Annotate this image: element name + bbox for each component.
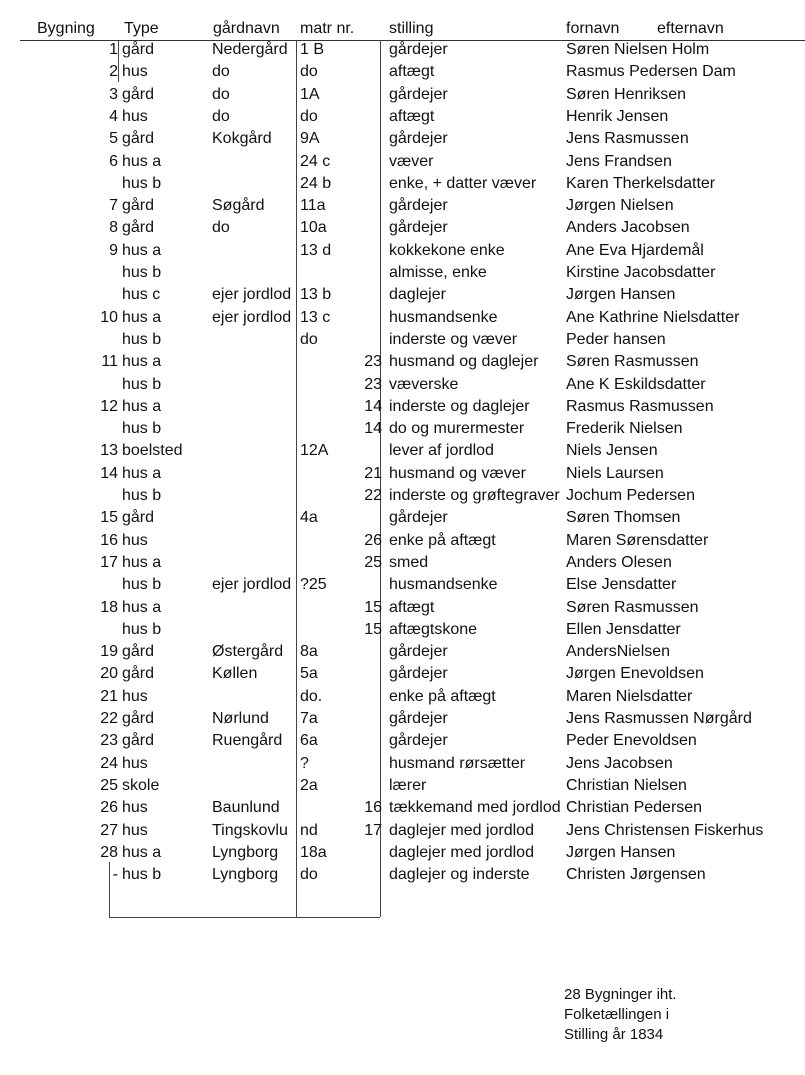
cell-bygning: 16 [100,531,118,549]
cell-stilling: lærer [389,776,427,794]
cell-navn: Jørgen Hansen [566,286,676,304]
cell-type: hus b [122,576,162,594]
cell-matr: 10a [300,219,327,237]
table-bottom-rule [109,917,380,918]
cell-bygning: 2 [109,63,118,81]
table-row [0,485,805,507]
cell-navn: Christian Pedersen [566,799,703,817]
cell-navn: Jens Frandsen [566,152,672,170]
cell-gaardnavn: ejer jordlod [212,286,292,304]
cell-stilling: husmand rørsætter [389,754,526,772]
cell-navn: Ane K Eskildsdatter [566,375,706,393]
cell-type: hus [122,821,148,839]
header-bygning: Bygning [37,20,95,37]
cell-bygning: - [112,866,118,884]
cell-bygning: 20 [100,665,118,683]
footer-line-3: Stilling år 1834 [564,1026,664,1043]
cell-navn: Maren Nielsdatter [566,687,693,705]
cell-type: hus a [122,843,162,861]
cell-stilling: inderste og væver [389,330,518,348]
cell-navn: Else Jensdatter [566,576,677,594]
cell-number: 15 [364,620,382,638]
table-row [0,730,805,752]
cell-navn: Jørgen Hansen [566,843,676,861]
cell-navn: AndersNielsen [566,643,671,661]
cell-bygning: 25 [100,776,118,794]
cell-type: hus b [122,174,162,192]
cell-navn: Jørgen Enevoldsen [566,665,704,683]
cell-navn: Peder hansen [566,330,666,348]
cell-navn: Søren Nielsen Holm [566,41,710,58]
cell-number: 21 [364,464,382,482]
cell-navn: Kirstine Jacobsdatter [566,264,716,281]
cell-type: gård [122,509,155,527]
table-row [0,329,805,351]
cell-stilling: gårdejer [389,509,448,527]
cell-bygning: 28 [100,843,118,861]
cell-number: 23 [364,353,382,371]
cell-stilling: lever af jordlod [389,442,494,460]
cell-navn: Niels Jensen [566,442,658,460]
table-row [0,753,805,775]
cell-stilling: gårdejer [389,665,448,683]
table-row [0,440,805,462]
cell-navn: Jochum Pedersen [566,487,695,504]
cell-gaardnavn: ejer jordlod [212,308,292,326]
cell-stilling: gårdejer [389,710,448,727]
cell-stilling: daglejer med jordlod [389,821,534,839]
cell-matr: do [300,107,318,125]
cell-bygning: 7 [109,197,118,215]
cell-stilling: gårdejer [389,219,448,237]
table-row [0,84,805,106]
cell-navn: Søren Rasmussen [566,353,699,371]
cell-navn: Jens Jacobsen [566,754,673,772]
cell-navn: Christen Jørgensen [566,866,706,884]
cell-stilling: gårdejer [389,197,448,215]
cell-stilling: gårdejer [389,732,448,750]
cell-type: hus b [122,330,162,348]
table-row [0,663,805,685]
cell-matr: 7a [300,710,318,727]
cell-stilling: daglejer [389,286,446,304]
footer-line-2: Folketællingen i [564,1006,670,1023]
cell-matr: 2a [300,776,318,794]
table-row [0,173,805,195]
cell-type: gård [122,85,155,103]
cell-navn: Niels Laursen [566,464,664,482]
cell-navn: Søren Thomsen [566,509,681,527]
cell-navn: Jens Rasmussen [566,130,689,148]
cell-bygning: 10 [100,308,118,326]
cell-matr: 24 b [300,174,332,192]
cell-navn: Søren Rasmussen [566,598,699,616]
cell-type: hus b [122,264,162,281]
table-row [0,307,805,329]
cell-bygning: 21 [100,687,118,705]
cell-bygning: 27 [100,821,118,839]
table-row [0,195,805,217]
cell-matr: 4a [300,509,318,527]
cell-stilling: tækkemand med jordlod [389,799,561,817]
cell-type: hus a [122,353,162,371]
table-row [0,262,805,284]
cell-type: hus a [122,241,162,259]
cell-type: hus b [122,620,162,638]
cell-matr: 9A [300,130,320,148]
cell-navn: Ane Kathrine Nielsdatter [566,308,740,326]
cell-number: 17 [364,821,382,839]
cell-gaardnavn: ejer jordlod [212,576,292,594]
cell-navn: Henrik Jensen [566,107,669,125]
cell-bygning: 4 [109,107,118,125]
table-row [0,686,805,708]
cell-gaardnavn: do [212,219,230,237]
cell-bygning: 8 [109,219,118,237]
cell-bygning: 17 [100,553,118,571]
cell-type: hus [122,799,148,817]
cell-stilling: aftægt [389,598,435,616]
cell-bygning: 13 [100,442,118,460]
table-row [0,374,805,396]
cell-navn: Søren Henriksen [566,85,687,103]
cell-type: hus [122,63,148,81]
cell-stilling: husmand og væver [389,464,526,482]
cell-type: gård [122,197,155,215]
cell-navn: Christian Nielsen [566,776,687,794]
cell-matr: 13 c [300,308,331,326]
cell-type: hus b [122,866,162,884]
cell-type: hus a [122,464,162,482]
cell-matr: do [300,866,318,884]
cell-type: hus a [122,553,162,571]
cell-type: hus a [122,152,162,170]
cell-matr: do. [300,687,323,705]
cell-matr: 24 c [300,152,331,170]
cell-gaardnavn: do [212,107,230,125]
cell-stilling: enke, + datter væver [389,174,537,192]
cell-gaardnavn: do [212,63,230,81]
cell-navn: Jens Christensen Fiskerhus [566,821,764,839]
cell-stilling: aftægt [389,107,435,125]
cell-gaardnavn: do [212,85,230,103]
cell-type: gård [122,130,155,148]
table-row [0,351,805,373]
cell-bygning: 24 [100,754,118,772]
table-row [0,708,805,730]
cell-stilling: smed [389,553,429,571]
table-row [0,864,805,886]
table-row [0,797,805,819]
table-row [0,552,805,574]
cell-navn: Maren Sørensdatter [566,531,709,549]
cell-stilling: gårdejer [389,85,448,103]
cell-number: 16 [364,799,382,817]
cell-bygning: 6 [109,152,118,170]
cell-type: gård [122,710,155,727]
table-row [0,820,805,842]
cell-number: 14 [364,397,382,415]
table-row [0,418,805,440]
table-row [0,217,805,239]
cell-matr: 8a [300,643,318,661]
table-row [0,507,805,529]
cell-gaardnavn: Kokgård [212,130,272,148]
table-row [0,574,805,596]
table-row [0,842,805,864]
table-row [0,775,805,797]
header-matr: matr nr. [300,20,355,37]
cell-matr: 11a [300,197,326,215]
cell-bygning: 15 [100,509,118,527]
cell-type: hus [122,687,148,705]
table-row [0,240,805,262]
cell-stilling: gårdejer [389,130,448,148]
table-row [0,463,805,485]
cell-number: 22 [364,487,382,504]
cell-matr: 1A [300,85,320,103]
cell-number: 25 [364,553,382,571]
cell-gaardnavn: Tingskovlu [212,821,288,839]
cell-gaardnavn: Baunlund [212,799,280,817]
cell-stilling: enke på aftægt [389,687,496,705]
cell-matr: 13 d [300,241,332,259]
cell-type: hus b [122,487,162,504]
table-row [0,106,805,128]
cell-type: gård [122,643,155,661]
header-stilling: stilling [389,20,434,37]
cell-number: 15 [364,598,382,616]
cell-stilling: daglejer med jordlod [389,843,534,861]
table-row [0,61,805,83]
cell-bygning: 14 [100,464,118,482]
cell-type: hus a [122,397,162,415]
cell-navn: Anders Jacobsen [566,219,690,237]
cell-navn: Ellen Jensdatter [566,620,681,638]
cell-type: gård [122,665,155,683]
cell-navn: Rasmus Rasmussen [566,397,714,415]
footer-line-1: 28 Bygninger iht. [564,986,677,1003]
cell-navn: Jens Rasmussen Nørgård [566,710,752,727]
cell-bygning: 22 [100,710,118,727]
cell-stilling: kokkekone enke [389,241,505,259]
cell-gaardnavn: Nørlund [212,710,269,727]
cell-matr: 12A [300,442,329,460]
cell-bygning: 12 [100,397,118,415]
cell-stilling: husmand og daglejer [389,353,539,371]
table-row [0,396,805,418]
cell-stilling: gårdejer [389,41,448,58]
cell-number: 23 [364,375,382,393]
cell-bygning: 9 [109,241,118,259]
cell-bygning: 23 [100,732,118,750]
table-row [0,284,805,306]
cell-gaardnavn: Lyngborg [212,866,279,884]
cell-stilling: aftægtskone [389,620,478,638]
footer-note [564,985,677,1045]
cell-matr: nd [300,821,318,839]
cell-type: hus b [122,375,162,393]
table-row [0,530,805,552]
cell-matr: do [300,63,318,81]
cell-type: skole [122,776,160,794]
cell-matr: do [300,330,318,348]
cell-navn: Peder Enevoldsen [566,732,697,750]
cell-matr: 5a [300,665,318,683]
cell-type: hus c [122,286,161,304]
cell-stilling: inderste og daglejer [389,397,530,415]
cell-bygning: 5 [109,130,118,148]
cell-bygning: 26 [100,799,118,817]
cell-gaardnavn: Ruengård [212,732,283,750]
cell-type: hus [122,754,148,772]
cell-stilling: aftægt [389,63,435,81]
cell-bygning: 18 [100,598,118,616]
table-row [0,39,805,61]
cell-matr: 1 B [300,41,325,58]
cell-bygning: 19 [100,643,118,661]
cell-stilling: daglejer og inderste [389,866,530,884]
cell-type: hus b [122,420,162,438]
cell-navn: Rasmus Pedersen Dam [566,63,736,81]
cell-stilling: gårdejer [389,643,448,661]
table-row [0,619,805,641]
table-row [0,151,805,173]
cell-matr: 6a [300,732,318,750]
cell-matr: 13 b [300,286,332,304]
cell-stilling: husmandsenke [389,308,498,326]
cell-bygning: 11 [101,353,118,371]
cell-type: hus [122,531,148,549]
cell-stilling: væverske [389,375,459,393]
cell-stilling: væver [389,152,434,170]
cell-stilling: enke på aftægt [389,531,496,549]
cell-type: gård [122,219,155,237]
cell-gaardnavn: Søgård [212,197,265,215]
cell-type: hus a [122,308,162,326]
table-row [0,641,805,663]
cell-navn: Karen Therkelsdatter [566,174,716,192]
cell-stilling: do og murermester [389,420,525,438]
cell-navn: Frederik Nielsen [566,420,683,438]
cell-number: 14 [364,420,382,438]
cell-bygning: 1 [109,41,118,58]
cell-type: gård [122,41,155,58]
header-fornavn: fornavn [566,20,620,37]
cell-type: boelsted [122,442,183,460]
header-type: Type [124,20,159,37]
cell-gaardnavn: Østergård [212,643,284,661]
table-row [0,597,805,619]
cell-stilling: almisse, enke [389,264,487,281]
cell-gaardnavn: Køllen [212,665,258,683]
cell-matr: ? [300,754,309,772]
table-row [0,128,805,150]
header-gaardnavn: gårdnavn [213,20,280,37]
cell-number: 26 [364,531,382,549]
cell-navn: Anders Olesen [566,553,672,571]
cell-type: hus a [122,598,162,616]
cell-navn: Jørgen Nielsen [566,197,674,215]
cell-stilling: husmandsenke [389,576,498,594]
cell-type: hus [122,107,148,125]
cell-navn: Ane Eva Hjardemål [566,241,704,259]
cell-bygning: 3 [109,85,118,103]
cell-stilling: inderste og grøftegraver [389,487,560,504]
cell-matr: ?25 [300,576,327,594]
cell-type: gård [122,732,155,750]
cell-matr: 18a [300,843,327,861]
cell-gaardnavn: Nedergård [212,41,288,58]
header-efternavn: efternavn [657,20,724,37]
cell-gaardnavn: Lyngborg [212,843,279,861]
